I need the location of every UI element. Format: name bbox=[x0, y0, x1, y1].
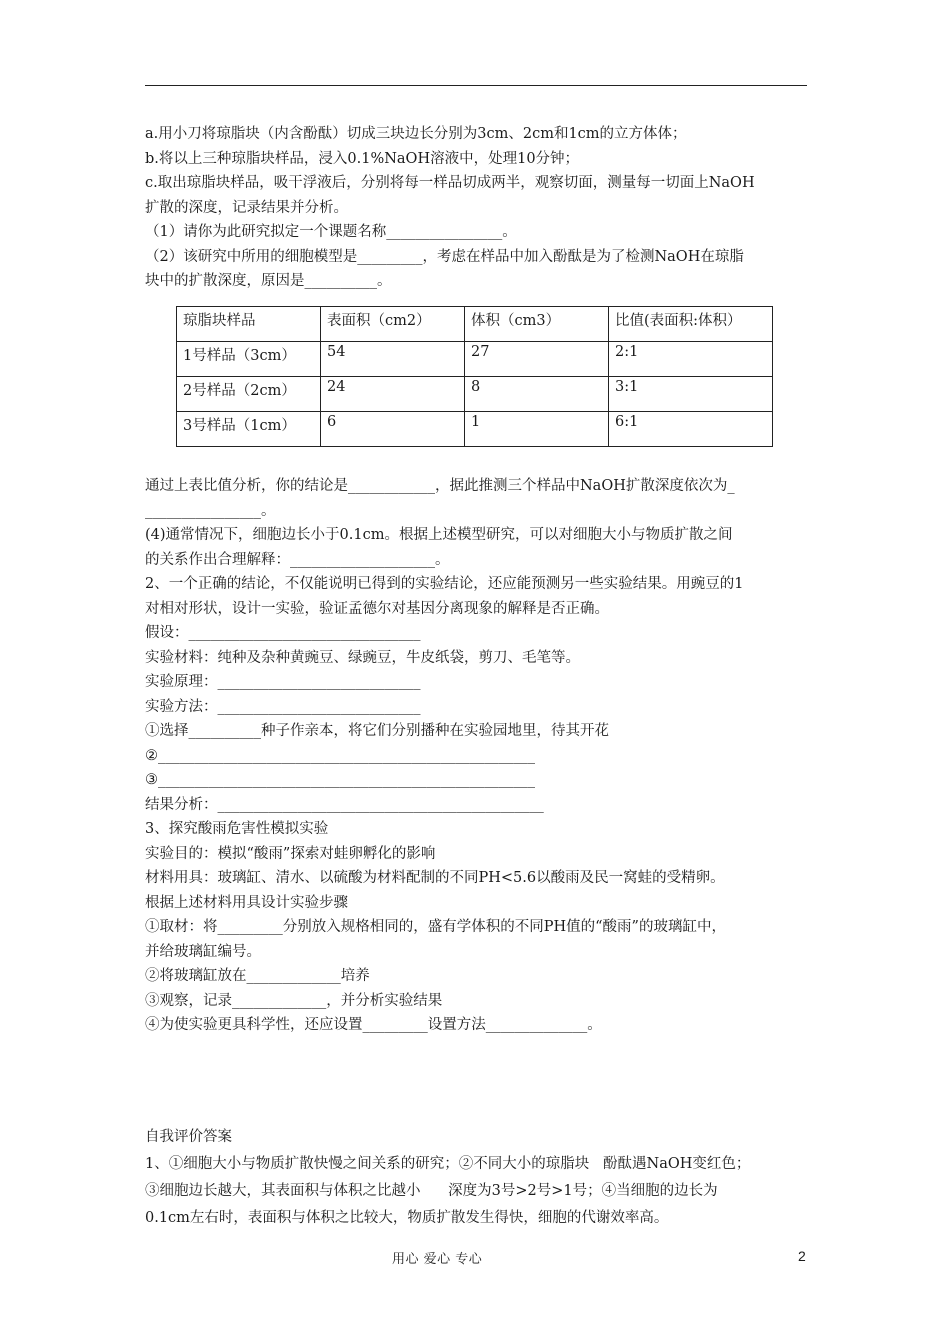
text-line: 实验原理：____________________________ bbox=[145, 674, 421, 690]
table-header-cell: 体积（cm3） bbox=[465, 307, 609, 342]
text-line: ②____________________________________________________ bbox=[145, 747, 535, 764]
table-cell: 3:1 bbox=[609, 377, 773, 412]
text-line: ③观察，记录_____________，并分析实验结果 bbox=[145, 992, 443, 1009]
table-cell: 3号样品（1cm） bbox=[177, 412, 321, 447]
table-cell: 6 bbox=[321, 412, 465, 447]
table-row bbox=[177, 412, 773, 447]
table-cell: 2号样品（2cm） bbox=[177, 377, 321, 412]
footer-motto: 用心 爱心 专心 bbox=[392, 1252, 483, 1267]
text-line: 实验材料：纯种及杂种黄豌豆、绿豌豆，牛皮纸袋，剪刀、毛笔等。 bbox=[145, 649, 580, 666]
table-cell: 24 bbox=[321, 377, 465, 412]
text-line: ②将玻璃缸放在_____________培养 bbox=[145, 968, 370, 984]
text-line: 3、探究酸雨危害性模拟实验 bbox=[145, 821, 329, 837]
document-body-lower bbox=[145, 474, 817, 1038]
text-line: 块中的扩散深度，原因是__________。 bbox=[145, 273, 392, 289]
table-header-cell: 表面积（cm2） bbox=[321, 307, 465, 342]
text-line: 结果分析：_____________________________________________ bbox=[145, 796, 544, 813]
text-line: 根据上述材料用具设计实验步骤 bbox=[145, 894, 348, 911]
text-line: c.取出琼脂块样品，吸干浮液后，分别将每一样品切成两半，观察切面，测量每一切面上NaOH bbox=[145, 175, 755, 191]
document-body-top bbox=[145, 122, 817, 294]
text-line: (4)通常情况下，细胞边长小于0.1cm。根据上述模型研究，可以对细胞大小与物质扩散之间 bbox=[145, 527, 733, 543]
text-line: 的关系作出合理解释：____________________。 bbox=[145, 551, 450, 568]
answer-line: 0.1cm左右时，表面积与体积之比较大，物质扩散发生得快，细胞的代谢效率高。 bbox=[145, 1210, 669, 1226]
text-line: 对相对形状，设计一实验，验证孟德尔对基因分离现象的解释是否正确。 bbox=[145, 600, 609, 617]
text-line: ③____________________________________________________ bbox=[145, 772, 535, 788]
text-line: 材料用具：玻璃缸、清水、以硫酸为材料配制的不同PH<5.6以酸雨及民一窝蛙的受精卵。 bbox=[145, 870, 725, 886]
text-line: a.用小刀将琼脂块（内含酚酞）切成三块边长分别为3cm、2cm和1cm的立方体体； bbox=[145, 126, 687, 142]
table-header-cell: 比值(表面积:体积） bbox=[609, 307, 773, 342]
text-line: （1）请你为此研究拟定一个课题名称________________。 bbox=[145, 224, 517, 240]
text-line: 2、一个正确的结论，不仅能说明已得到的实验结论，还应能预测另一些实验结果。用豌豆的1 bbox=[145, 576, 744, 592]
answer-title: 自我评价答案 bbox=[145, 1129, 232, 1145]
text-line: 通过上表比值分析，你的结论是____________，据此推测三个样品中NaOH扩散深度依次为_ bbox=[145, 478, 735, 494]
text-line: ④为使实验更具科学性，还应设置_________设置方法______________。 bbox=[145, 1017, 602, 1033]
agar-block-table bbox=[176, 306, 773, 447]
text-line: 实验目的：模拟“酸雨”探索对蛙卵孵化的影响 bbox=[145, 845, 436, 862]
answer-line: ③细胞边长越大，其表面积与体积之比越小 深度为3号>2号>1号；④当细胞的边长为 bbox=[145, 1183, 718, 1199]
header-rule bbox=[145, 85, 807, 86]
answer-section bbox=[145, 1124, 825, 1232]
text-line: 并给玻璃缸编号。 bbox=[145, 943, 261, 960]
table-cell: 27 bbox=[465, 342, 609, 377]
page-number: 2 bbox=[798, 1248, 806, 1264]
table-cell: 1号样品（3cm） bbox=[177, 342, 321, 377]
table-cell: 1 bbox=[465, 412, 609, 447]
table-cell: 8 bbox=[465, 377, 609, 412]
table-cell: 54 bbox=[321, 342, 465, 377]
table-row bbox=[177, 342, 773, 377]
text-line: 实验方法：____________________________ bbox=[145, 698, 421, 715]
table-header-row bbox=[177, 307, 773, 342]
text-line: ①选择__________种子作亲本，将它们分别播种在实验园地里，待其开花 bbox=[145, 723, 609, 739]
text-line: 扩散的深度，记录结果并分析。 bbox=[145, 199, 348, 216]
text-line: 假设：________________________________ bbox=[145, 625, 421, 641]
table-cell: 6:1 bbox=[609, 412, 773, 447]
table-row bbox=[177, 377, 773, 412]
table-header-cell: 琼脂块样品 bbox=[177, 307, 321, 342]
text-line: ________________。 bbox=[145, 502, 276, 519]
answer-line: 1、①细胞大小与物质扩散快慢之间关系的研究；②不同大小的琼脂块 酚酞遇NaOH变红色； bbox=[145, 1156, 751, 1172]
text-line: ①取材：将_________分别放入规格相同的，盛有学体积的不同PH值的“酸雨”的玻璃缸中， bbox=[145, 919, 726, 935]
text-line: （2）该研究中所用的细胞模型是_________，考虑在样品中加入酚酞是为了检测NaOH在琼脂 bbox=[145, 248, 744, 265]
table-cell: 2:1 bbox=[609, 342, 773, 377]
text-line: b.将以上三种琼脂块样品，浸入0.1%NaOH溶液中，处理10分钟； bbox=[145, 150, 580, 167]
